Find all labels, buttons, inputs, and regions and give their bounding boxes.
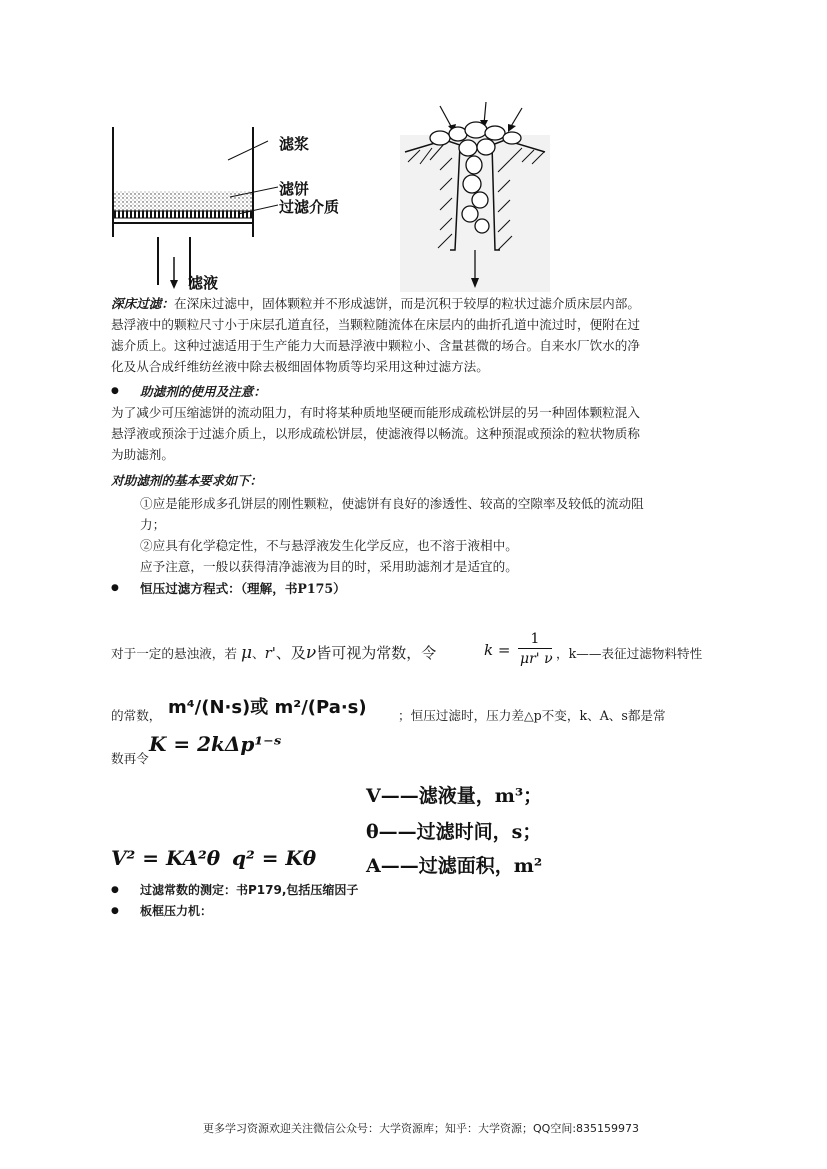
- page-footer: 更多学习资源欢迎关注微信公众号：大学资源库；知乎：大学资源；QQ空间:835159973: [203, 1122, 640, 1135]
- plate-frame-press-bullet: 板框压力机：: [140, 904, 213, 918]
- K-formula: K = 2kΔp¹⁻ˢ: [149, 732, 282, 756]
- deep-bed-line-3: 滤介质上。这种过滤适用于生产能力大而悬浮液中颗粒小、含量甚微的场合。自来水厂饮水的净: [111, 338, 640, 353]
- r-prime-symbol: r': [264, 644, 276, 662]
- label-filter-medium: 过滤介质: [279, 198, 340, 216]
- deep-bed-diagram: [400, 100, 550, 292]
- equation-line-1: [111, 643, 436, 664]
- line1-pre: 对于一定的悬浊液，若: [111, 646, 237, 661]
- bullet-icon: ●: [111, 583, 119, 593]
- definition-A: A——过滤面积，m²: [366, 855, 543, 877]
- definition-V: V——滤液量，m³；: [366, 785, 543, 807]
- sep-1: 、: [252, 646, 265, 661]
- deep-bed-text-1: 在深床过滤中，固体颗粒并不形成滤饼，而是沉积于较厚的粒状过滤介质床层内部。: [173, 296, 640, 311]
- nu-symbol: ν: [305, 643, 317, 663]
- deep-bed-title: 深床过滤：: [111, 296, 174, 311]
- main-equation-V: V² = KA²θ: [111, 846, 221, 870]
- fraction-numerator: 1: [530, 631, 540, 647]
- requirement-2: ②应具有化学稳定性，不与悬浮液发生化学反应，也不溶于液相中。: [140, 538, 518, 553]
- fraction: [520, 630, 553, 669]
- line2-pre: 的常数，: [111, 708, 162, 723]
- bullet-icon: ●: [111, 386, 119, 396]
- fraction-denominator: μr' ν: [520, 651, 553, 667]
- deep-bed-line-2: 悬浮液中的颗粒尺寸小于床层孔道直径，当颗粒随流体在床层内的曲折孔道中流过时，便附在过: [111, 317, 640, 332]
- line3-pre: 数再令: [111, 751, 149, 766]
- label-slurry: 滤浆: [279, 135, 310, 153]
- filter-aid-note: 应予注意，一般以获得清净滤液为目的时，采用助滤剂才是适宜的。: [140, 559, 518, 574]
- sep-2: 、及: [275, 644, 306, 662]
- figure-deep-bed: [400, 100, 550, 292]
- definition-theta: θ——过滤时间，s；: [366, 821, 542, 843]
- equation-line-2: [111, 705, 161, 726]
- filter-aid-line-2: 悬浮液或预涂于过滤介质上，以形成疏松饼层，使滤液得以畅流。这种预混或预涂的粒状物质称: [111, 426, 640, 441]
- label-filter-cake: 滤饼: [279, 180, 310, 198]
- filter-aid-line-1: 为了减少可压缩滤饼的流动阻力，有时将某种质地坚硬而能形成疏松饼层的另一种固体颗粒混入: [111, 405, 640, 420]
- line1-post: ，k——表征过滤物料特性: [556, 646, 703, 661]
- filter-aid-line-3: 为助滤剂。: [111, 447, 174, 462]
- main-equation-q: q² = Kθ: [232, 846, 317, 870]
- line2-post: ；恒压过滤时，压力差△p不变，k、A、s都是常: [398, 708, 666, 723]
- filter-aid-requirements-heading: 对助滤剂的基本要求如下：: [111, 473, 263, 488]
- requirement-1b: 力；: [140, 517, 166, 532]
- bullet-icon: ●: [111, 885, 119, 895]
- k-equals: k =: [484, 641, 511, 659]
- label-filtrate: 滤液: [188, 274, 219, 292]
- line1-mid: 皆可视为常数，令: [316, 644, 437, 662]
- filter-aid-heading: 助滤剂的使用及注意：: [140, 384, 266, 399]
- bullet-icon: ●: [111, 906, 119, 916]
- filtration-constant-bullet: 过滤常数的测定：书P179,包括压缩因子: [140, 883, 359, 897]
- deep-bed-line-1: [111, 293, 640, 314]
- deep-bed-line-4: 化及从合成纤维纺丝液中除去极细固体物质等均采用这种过滤方法。: [111, 359, 489, 374]
- units-formula: m⁴/(N·s)或 m²/(Pa·s): [168, 697, 367, 718]
- requirement-1a: ①应是能形成多孔饼层的刚性颗粒，使滤饼有良好的渗透性、较高的空隙率及较低的流动阻: [140, 496, 644, 511]
- constant-pressure-heading: 恒压过滤方程式：（理解，书P175）: [140, 581, 346, 596]
- mu-symbol: μ: [240, 643, 253, 663]
